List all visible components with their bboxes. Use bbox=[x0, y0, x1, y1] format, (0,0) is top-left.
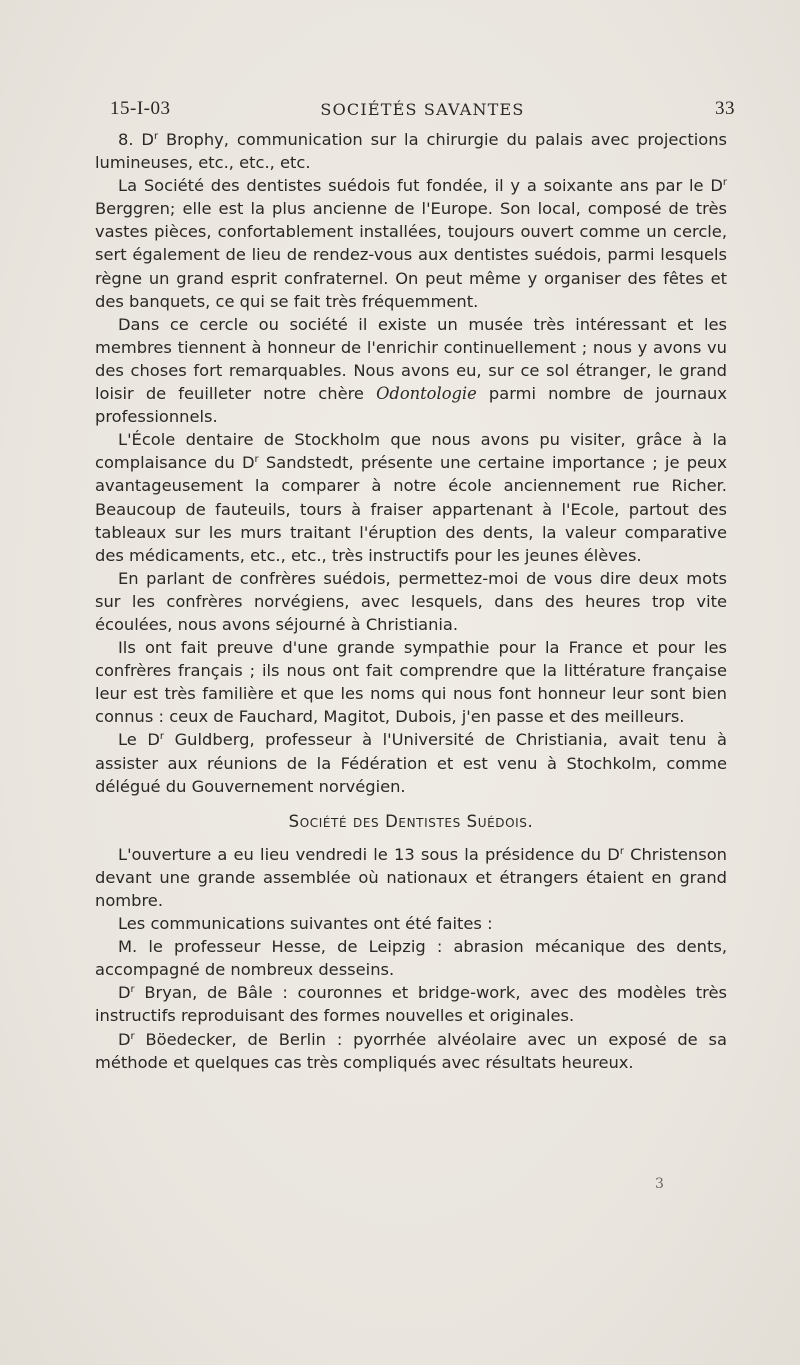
paragraph-museum: Dans ce cercle ou société il existe un musée très intéressant et les membres tiennent à honneur de l'enrichir continuellement ; nous y avons vu des choses fort remarquables. Nous avons eu, sur ce sol étranger, le grand loisir de feuilleter notre chère Odontologie parmi nombre de journaux professionnels. bbox=[95, 314, 727, 427]
paragraph-communications-intro: Les communications suivantes ont été faites : bbox=[118, 914, 493, 934]
page-number: 33 bbox=[715, 98, 735, 119]
paragraph-hesse: M. le professeur Hesse, de Leipzig : abrasion mécanique des dents, accompagné de nombreux desseins. bbox=[95, 937, 727, 980]
paragraph-stockholm-school: L'École dentaire de Stockholm que nous avons pu visiter, grâce à la complaisance du $D^r$ Sandstedt, présente une certaine importance ; je peux avantageusement la comparer à notre école anciennement rue Richer. Beaucoup de fauteuils, tours à fraiser appartenant à l'Ecole, partout des tableaux sur les murs traitant l'éruption des dents, la valeur comparative des médicaments, etc., etc., très instructifs pour les jeunes élèves. bbox=[95, 430, 727, 565]
paragraph-guldberg: Le $D^r$ Guldberg, professeur à l'Université de Christiania, avait tenu à assister aux réunions de la Fédération et est venu à Stochkolm, comme délégué du Gouvernement norvégien. bbox=[95, 730, 727, 796]
paragraph-bryan: $D^r$ Bryan, de Bâle : couronnes et bridge-work, avec des modèles très instructifs reproduisant des formes nouvelles et originales. bbox=[95, 983, 727, 1026]
paragraph-opening: L'ouverture a eu lieu vendredi le 13 sous la présidence du $D^r$ Christenson devant une grande assemblée où nationaux et étrangers étaient en grand nombre. bbox=[95, 844, 727, 910]
header-date: 15-I-03 bbox=[110, 98, 171, 119]
paragraph-brophy: 8. $D^r$ Brophy, communication sur la chirurgie du palais avec projections lumineuses, etc., etc., etc. bbox=[95, 130, 727, 173]
paragraph-society-founding: La Société des dentistes suédois fut fondée, il y a soixante ans par le $D^r$ Berggren; elle est la plus ancienne de l'Europe. Son local, composé de très vastes pièces, confortablement installées, toujours ouvert comme un cercle, sert également de lieu de rendez-vous aux dentistes suédois, parmi lesquels règne un grand esprit confraternel. On peut même y organiser des fêtes et des banquets, ce qui se fait très fréquemment. bbox=[95, 176, 727, 311]
body-text bbox=[95, 128, 727, 1074]
section-heading: Société des Dentistes Suédois. bbox=[288, 811, 534, 831]
paragraph-norwegian-colleagues: En parlant de confrères suédois, permettez-moi de vous dire deux mots sur les confrères norvégiens, avec lesquels, dans des heures trop vite écoulées, nous avons séjourné à Christiania. bbox=[95, 568, 727, 634]
signature-mark: 3 bbox=[655, 1176, 664, 1192]
running-header bbox=[110, 98, 735, 122]
header-title: SOCIÉTÉS SAVANTES bbox=[320, 100, 525, 119]
paragraph-boedecker: $D^r$ Böedecker, de Berlin : pyorrhée alvéolaire avec un exposé de sa méthode et quelques cas très compliqués avec résultats heureux. bbox=[95, 1029, 727, 1072]
paragraph-sympathy: Ils ont fait preuve d'une grande sympathie pour la France et pour les confrères français ; ils nous ont fait comprendre que la littérature française leur est très familière et que les noms qui nous font honneur leur sont bien connus : ceux de Fauchard, Magitot, Dubois, j'en passe et des meilleurs. bbox=[95, 638, 727, 727]
